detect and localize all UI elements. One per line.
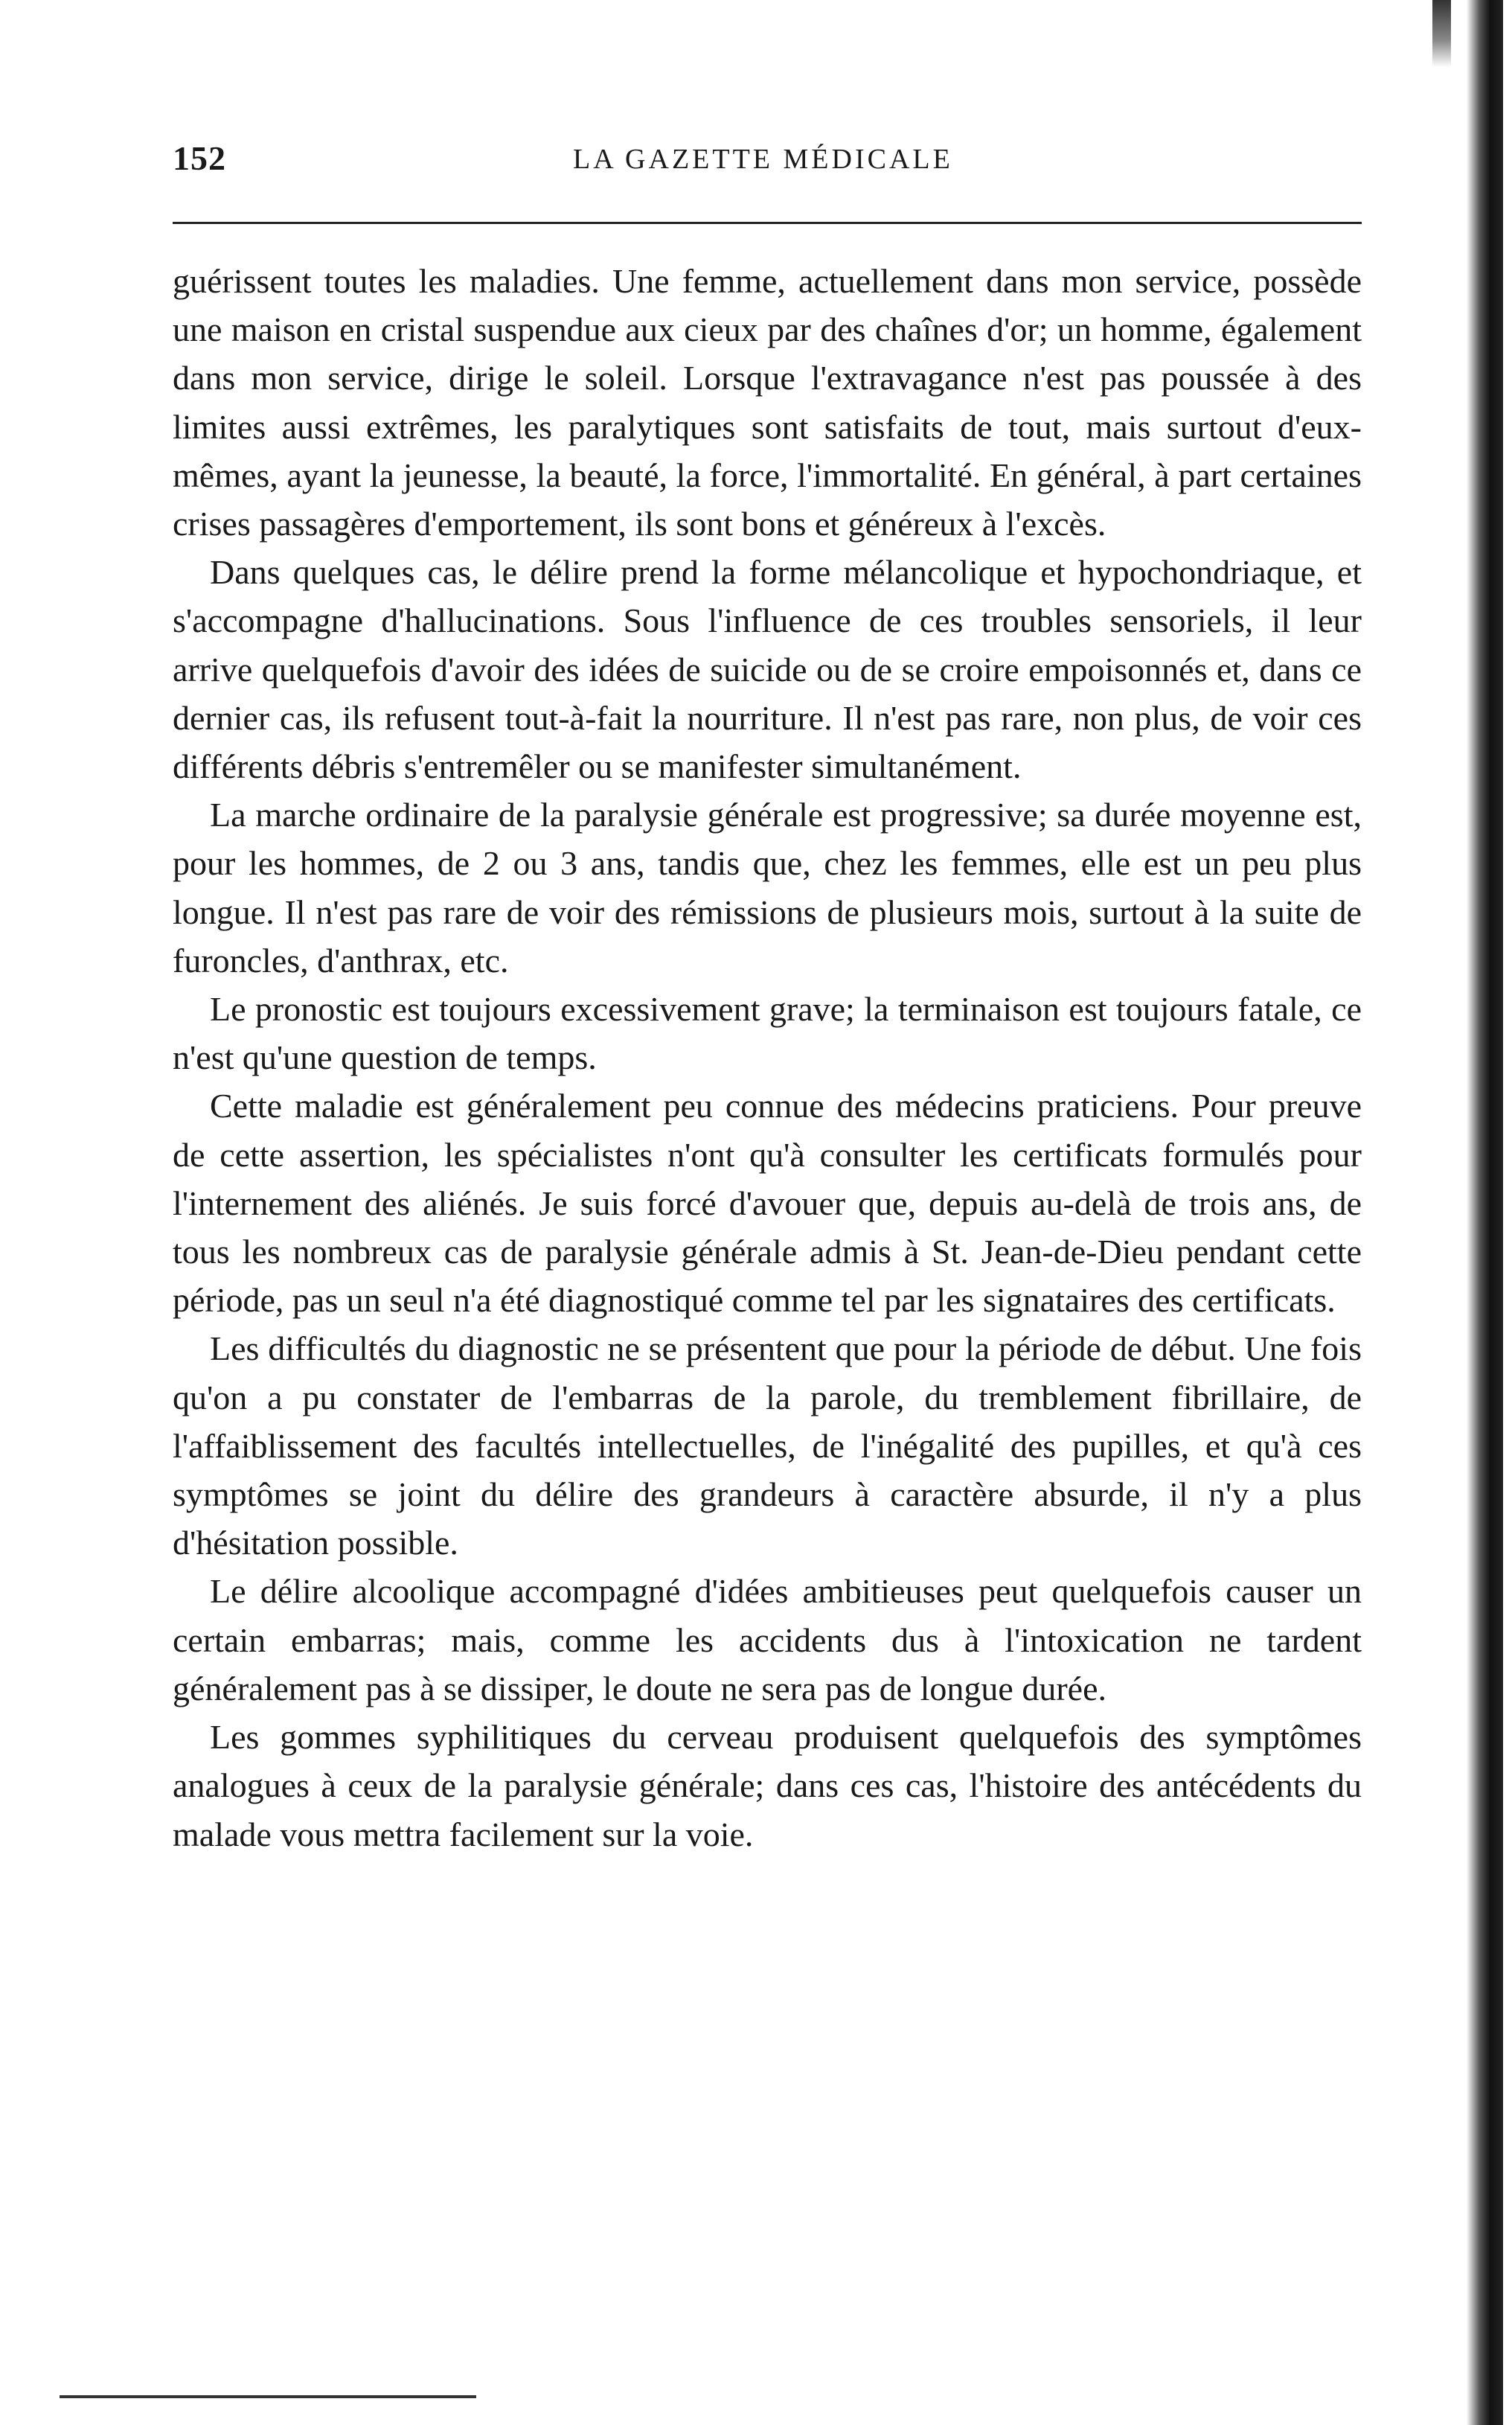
footer-rule [60,2395,476,2398]
page-number: 152 [173,139,226,177]
paragraph: Le délire alcoolique accompagné d'idées ambitieuses peut quelquefois causer un certain embarras; mais, comme les accidents dus à l'intoxication ne tardent généralement pas à se dissiper, le doute ne sera pas de longue durée. [173,1572,1362,1707]
body-text [173,257,1362,1859]
page-edge-shadow [1451,0,1503,2425]
paragraph: La marche ordinaire de la paralysie générale est progressive; sa durée moyenne est, pour les hommes, de 2 ou 3 ans, tandis que, chez les femmes, elle est un peu plus longue. Il n'est pas rare de voir des rémissions de plusieurs mois, surtout à la suite de furoncles, d'anthrax, etc. [173,796,1362,980]
header-rule [173,222,1362,224]
running-head: LA GAZETTE MÉDICALE [573,144,953,175]
paragraph: Dans quelques cas, le délire prend la forme mélancolique et hypochondriaque, et s'accompagne d'hallucinations. Sous l'influence de ces troubles sensoriels, il leur arrive quelquefois d'avoir des idées de suicide ou de se croire empoisonnés et, dans ce dernier cas, ils refusent tout-à-fait la nourriture. Il n'est pas rare, non plus, de voir ces différents débris s'entremêler ou se manifester simultanément. [173,553,1362,786]
paragraph: Les difficultés du diagnostic ne se présentent que pour la période de début. Une fois qu'on a pu constater de l'embarras de la parole, du tremblement fibrillaire, de l'affaiblissement des facultés intellectuelles, de l'inégalité des pupilles, et qu'à ces symptômes se joint du délire des grandeurs à caractère absurde, il n'y a plus d'hésitation possible. [173,1329,1362,1562]
paragraph: Le pronostic est toujours excessivement grave; la terminaison est toujours fatale, ce n'est qu'une question de temps. [173,990,1362,1077]
paragraph: Cette maladie est généralement peu connue des médecins praticiens. Pour preuve de cette assertion, les spécialistes n'ont qu'à consulter les certificats formulés pour l'internement des aliénés. Je suis forcé d'avouer que, depuis au-delà de trois ans, de tous les nombreux cas de paralysie générale admis à St. Jean-de-Dieu pendant cette période, pas un seul n'a été diagnostiqué comme tel par les signataires des certificats. [173,1087,1362,1320]
paragraph: Les gommes syphilitiques du cerveau produisent quelquefois des symptômes analogues à ceux de la paralysie générale; dans ces cas, l'histoire des antécédents du malade vous mettra facilement sur la voie. [173,1718,1362,1853]
paragraph-continued: guérissent toutes les maladies. Une femme, actuellement dans mon service, possède une maison en cristal suspendue aux cieux par des chaînes d'or; un homme, également dans mon service, dirige le soleil. Lorsque l'extravagance n'est pas poussée à des limites aussi extrêmes, les paralytiques sont satisfaits de tout, mais surtout d'eux-mêmes, ayant la jeunesse, la beauté, la force, l'immortalité. En général, à part certaines crises passagères d'emportement, ils sont bons et généreux à l'excès. [173,262,1362,543]
